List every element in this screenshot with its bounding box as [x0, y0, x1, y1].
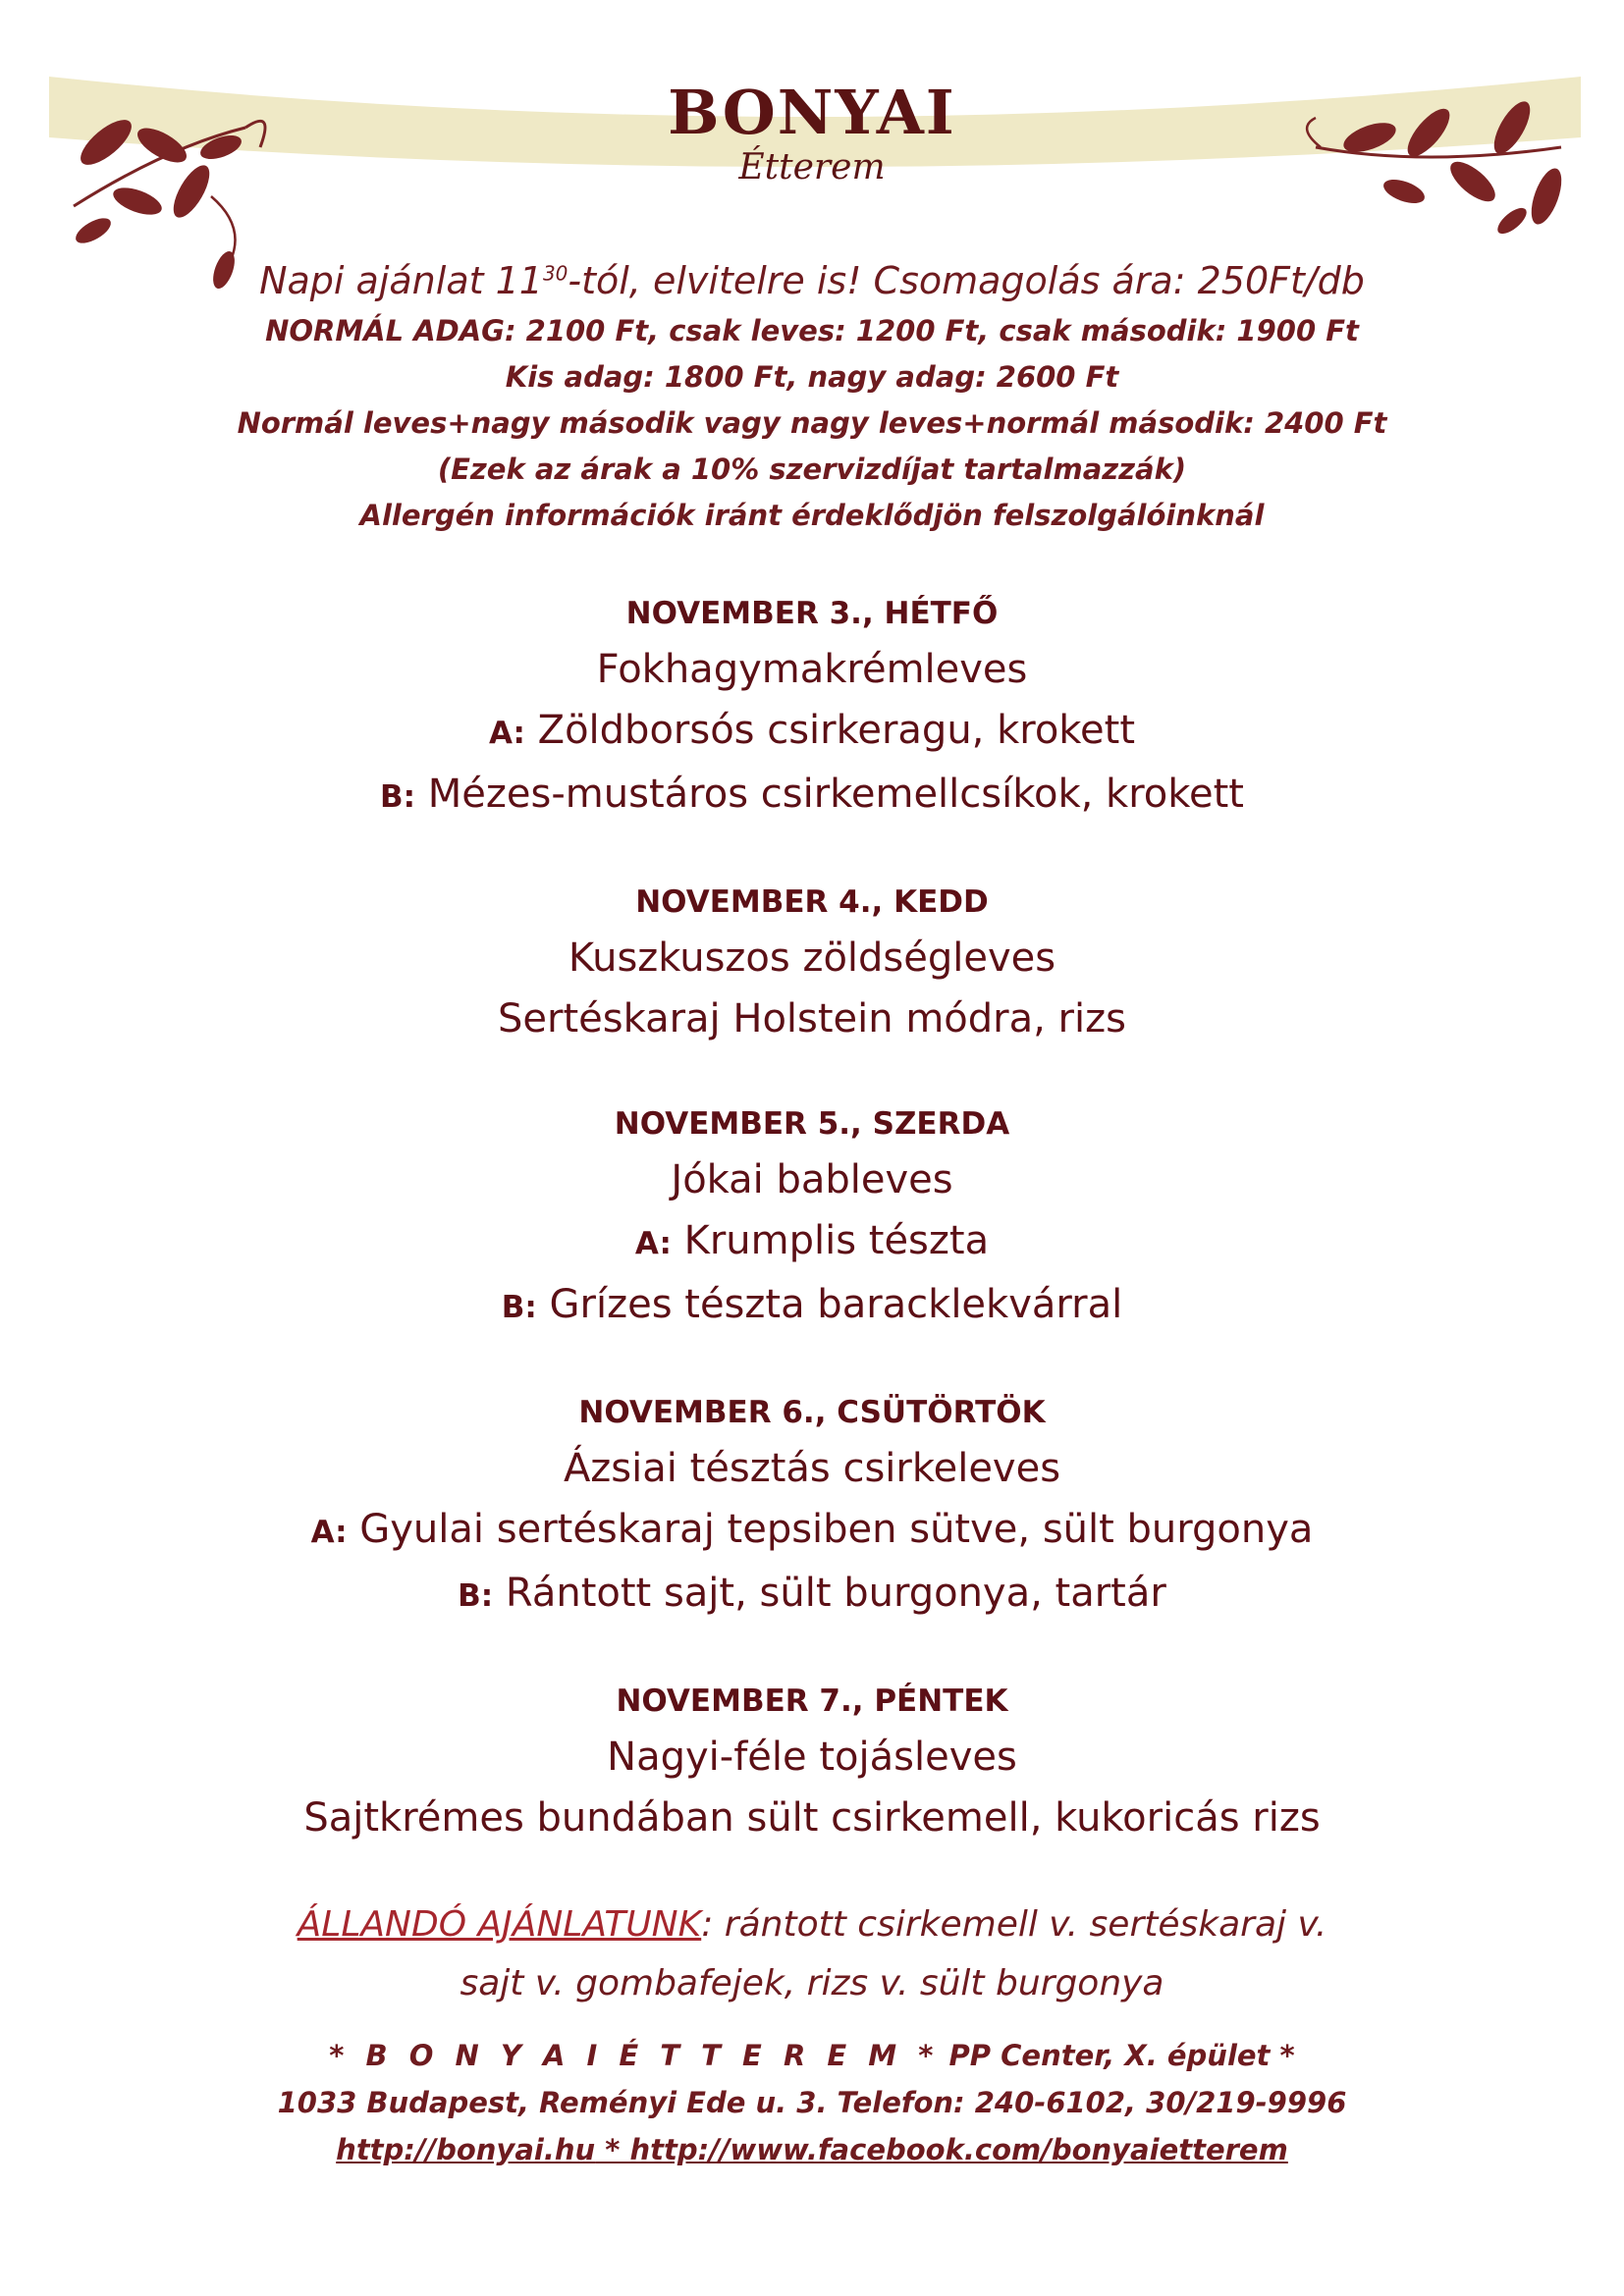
allergen-note: Allergén információk iránt érdeklődjön felszolgálóinknál [359, 499, 1265, 532]
option-label: B: [501, 1290, 537, 1325]
day-friday [0, 1676, 1624, 1848]
soup: Kuszkuszos zöldségleves [568, 935, 1056, 981]
day-title: NOVEMBER 5., SZERDA [614, 1106, 1010, 1142]
option-label: B: [458, 1578, 494, 1614]
footer [0, 2032, 1624, 2173]
option-label: A: [310, 1515, 348, 1550]
soup: Fokhagymakrémleves [596, 647, 1028, 692]
price-normal-portion: NORMÁL ADAG: 2100 Ft, csak leves: 1200 Ft, csak második: 1900 Ft [265, 314, 1359, 347]
main-option-b: B: Rántott sajt, sült burgonya, tartár [458, 1571, 1166, 1616]
footer-name-line: * B O N Y A I É T T E R E M * PP Center, X. épület * [329, 2039, 1295, 2072]
option-label: B: [380, 779, 416, 815]
day-monday [0, 588, 1624, 828]
soup: Ázsiai tésztás csirkeleves [563, 1446, 1061, 1491]
day-title: NOVEMBER 3., HÉTFŐ [625, 596, 999, 631]
restaurant-name: BONYAI [668, 77, 956, 148]
daily-offer-line: Napi ajánlat $11^{30}$-tól, elvitelre is! Csomagolás ára: 250Ft/db [259, 259, 1365, 302]
main-dish: Sajtkrémes bundában sült csirkemell, kukoricás rizs [303, 1795, 1321, 1841]
day-thursday [0, 1387, 1624, 1627]
day-wednesday [0, 1098, 1624, 1338]
standing-offer: ÁLLANDÓ AJÁNLATUNK: rántott csirkemell v. sertéskaraj v. sajt v. gombafejek, rizs v. sült burgonya [297, 1904, 1327, 2003]
standing-offer-label: ÁLLANDÓ AJÁNLATUNK [297, 1904, 702, 1945]
restaurant-subtitle: Étterem [738, 147, 886, 187]
footer-links: http://bonyai.hu * http://www.facebook.com/bonyaietterem [336, 2133, 1288, 2166]
main-option-a: A: Krumplis tészta [634, 1218, 990, 1263]
day-title: NOVEMBER 4., KEDD [635, 884, 989, 920]
option-label: A: [488, 716, 525, 751]
main-dish: Sertéskaraj Holstein módra, rizs [498, 996, 1126, 1041]
facebook-link[interactable]: http://www.facebook.com/bonyaietterem [629, 2133, 1288, 2166]
day-title: NOVEMBER 7., PÉNTEK [616, 1683, 1008, 1719]
main-option-a: A: Zöldborsós csirkeragu, krokett [488, 708, 1136, 753]
day-title: NOVEMBER 6., CSÜTÖRTÖK [578, 1395, 1046, 1430]
day-tuesday [0, 877, 1624, 1049]
main-option-b: B: Grízes tészta baracklekvárral [501, 1282, 1123, 1327]
soup: Jókai bableves [671, 1157, 953, 1202]
website-link[interactable]: http://bonyai.hu [336, 2133, 596, 2166]
service-fee-note: (Ezek az árak a 10% szervizdíjat tartalmazzák) [437, 453, 1187, 486]
main-option-b: B: Mézes-mustáros csirkemellcsíkok, krokett [380, 772, 1244, 817]
price-small-large: Kis adag: 1800 Ft, nagy adag: 2600 Ft [505, 360, 1119, 394]
soup: Nagyi-féle tojásleves [607, 1735, 1017, 1780]
menu-content [0, 253, 1624, 2013]
option-label: A: [634, 1226, 672, 1261]
price-combo: Normál leves+nagy második vagy nagy leves+normál második: 2400 Ft [237, 406, 1387, 440]
footer-address: 1033 Budapest, Reményi Ede u. 3. Telefon: 240-6102, 30/219-9996 [277, 2086, 1347, 2119]
main-option-a: A: Gyulai sertéskaraj tepsiben sütve, sült burgonya [310, 1507, 1314, 1552]
